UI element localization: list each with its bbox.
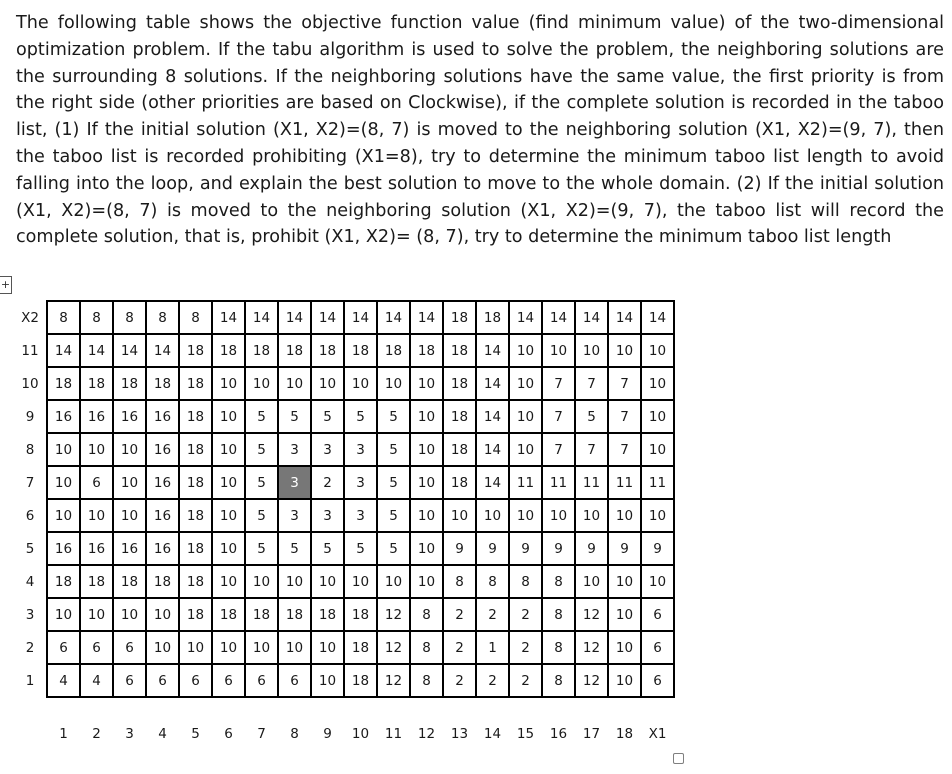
table-cell: 10 <box>608 334 641 367</box>
table-cell: 10 <box>410 565 443 598</box>
table-cell: 10 <box>278 631 311 664</box>
table-cell: 18 <box>278 334 311 367</box>
objective-value-table <box>14 300 675 698</box>
table-cell: 18 <box>443 466 476 499</box>
table-cell: 18 <box>344 664 377 697</box>
table-cell: 10 <box>575 334 608 367</box>
table-cell: 16 <box>146 466 179 499</box>
table-cell: 18 <box>179 334 212 367</box>
table-cell: 10 <box>212 631 245 664</box>
table-cell: 5 <box>245 532 278 565</box>
table-cell: 10 <box>245 565 278 598</box>
table-cell: 12 <box>377 664 410 697</box>
table-cell: 7 <box>575 367 608 400</box>
table-cell: 14 <box>377 301 410 334</box>
table-cell: 10 <box>47 433 80 466</box>
table-cell: 10 <box>311 664 344 697</box>
table-row <box>14 400 674 433</box>
table-row <box>14 301 674 334</box>
table-cell: 5 <box>245 466 278 499</box>
table-cell: 8 <box>476 565 509 598</box>
table-cell: 6 <box>146 664 179 697</box>
table-cell: 18 <box>80 367 113 400</box>
table-cell: 10 <box>509 400 542 433</box>
table-cell: 16 <box>146 532 179 565</box>
table-cell: 18 <box>47 565 80 598</box>
table-cell: 11 <box>608 466 641 499</box>
table-cell: 10 <box>377 367 410 400</box>
table-cell: 3 <box>278 433 311 466</box>
table-cell: 11 <box>641 466 674 499</box>
table-cell: 6 <box>212 664 245 697</box>
table-cell: 10 <box>113 433 146 466</box>
table-cell: 7 <box>575 433 608 466</box>
table-cell: 16 <box>113 400 146 433</box>
table-cell: 10 <box>542 499 575 532</box>
table-row <box>14 631 674 664</box>
table-cell: 10 <box>311 367 344 400</box>
table-row <box>14 664 674 697</box>
table-cell: 12 <box>377 631 410 664</box>
table-cell: 14 <box>476 466 509 499</box>
table-cell: 9 <box>608 532 641 565</box>
table-cell: 10 <box>410 466 443 499</box>
table-cell: 18 <box>344 598 377 631</box>
table-row <box>14 499 674 532</box>
table-cell: 10 <box>47 598 80 631</box>
table-cell: 10 <box>245 367 278 400</box>
x1-tick-label: 6 <box>224 726 233 742</box>
table-cell: 10 <box>212 532 245 565</box>
row-label: 4 <box>25 573 35 590</box>
table-cell: 3 <box>278 466 311 499</box>
table-cell: 8 <box>542 664 575 697</box>
table-cell: 14 <box>641 301 674 334</box>
table-cell: 10 <box>641 565 674 598</box>
table-cell: 14 <box>575 301 608 334</box>
table-cell: 10 <box>608 664 641 697</box>
table-cell: 8 <box>410 598 443 631</box>
table-cell: 18 <box>443 400 476 433</box>
table-cell: 10 <box>113 598 146 631</box>
table-cell: 8 <box>146 301 179 334</box>
table-cell: 14 <box>47 334 80 367</box>
x1-tick-label: 4 <box>158 726 167 742</box>
table-cell: 18 <box>443 301 476 334</box>
table-cell: 18 <box>212 334 245 367</box>
table-cell: 10 <box>641 334 674 367</box>
table-cell: 10 <box>377 565 410 598</box>
table-cell: 6 <box>641 598 674 631</box>
table-cell: 10 <box>410 499 443 532</box>
table-cell: 16 <box>146 400 179 433</box>
row-label: 8 <box>25 441 35 458</box>
table-cell: 10 <box>608 565 641 598</box>
table-cell: 14 <box>542 301 575 334</box>
checkbox[interactable] <box>673 753 684 764</box>
table-cell: 18 <box>146 367 179 400</box>
table-cell: 14 <box>146 334 179 367</box>
table-cell: 9 <box>509 532 542 565</box>
table-row <box>14 334 674 367</box>
table-row <box>14 598 674 631</box>
table-cell: 18 <box>245 334 278 367</box>
table-cell: 18 <box>146 565 179 598</box>
table-row <box>14 466 674 499</box>
table-cell: 2 <box>443 598 476 631</box>
table-row <box>14 367 674 400</box>
table-cell: 6 <box>113 664 146 697</box>
table-cell: 18 <box>47 367 80 400</box>
x1-tick-label: 17 <box>582 726 601 742</box>
table-cell: 14 <box>344 301 377 334</box>
table-cell: 8 <box>443 565 476 598</box>
table-cell: 10 <box>146 631 179 664</box>
table-cell: 14 <box>476 400 509 433</box>
x1-tick-label: 16 <box>549 726 568 742</box>
table-cell: 3 <box>344 499 377 532</box>
table-row <box>14 565 674 598</box>
table-cell: 18 <box>179 598 212 631</box>
table-cell: 18 <box>443 367 476 400</box>
table-cell: 12 <box>575 598 608 631</box>
table-cell: 10 <box>509 334 542 367</box>
table-cell: 5 <box>278 532 311 565</box>
table-cell: 10 <box>476 499 509 532</box>
table-cell: 11 <box>542 466 575 499</box>
table-cell: 5 <box>377 400 410 433</box>
row-label: 6 <box>25 507 35 524</box>
table-cell: 10 <box>80 598 113 631</box>
table-cell: 12 <box>575 631 608 664</box>
table-cell: 2 <box>311 466 344 499</box>
table-cell: 10 <box>410 532 443 565</box>
x1-tick-label: 2 <box>92 726 101 742</box>
table-cell: 10 <box>311 631 344 664</box>
table-cell: 10 <box>641 400 674 433</box>
table-cell: 10 <box>443 499 476 532</box>
table-cell: 18 <box>311 598 344 631</box>
table-cell: 10 <box>212 433 245 466</box>
row-label: 2 <box>25 639 35 656</box>
table-cell: 16 <box>47 532 80 565</box>
table-cell: 9 <box>443 532 476 565</box>
table-cell: 3 <box>344 466 377 499</box>
table-cell: 10 <box>509 499 542 532</box>
table-cell: 5 <box>377 499 410 532</box>
table-cell: 16 <box>146 499 179 532</box>
table-cell: 14 <box>245 301 278 334</box>
question-text: The following table shows the objective function value (find minimum value) of the two-dimensional optimization problem. If the tabu algorithm is used to solve the problem, the neighboring solutions are the surrounding 8 solutions. If the neighboring solutions have the same value, the first priority is from the right side (other priorities are based on Clockwise), if the complete solution is recorded in the taboo list, (1) If the initial solution (X1, X2)=(8, 7) is moved to the neighboring solution (X1, X2)=(9, 7), then the taboo list is recorded prohibiting (X1=8), try to determine the minimum taboo list length to avoid falling into the loop, and explain the best solution to move to the whole domain. (2) If the initial solution (X1, X2)=(8, 7) is moved to the neighboring solution (X1, X2)=(9, 7), the taboo list will record the complete solution, that is, prohibit (X1, X2)= (8, 7), try to determine the minimum taboo list length <box>16 13 944 248</box>
table-cell: 6 <box>47 631 80 664</box>
table-cell: 18 <box>245 598 278 631</box>
table-cell: 2 <box>509 598 542 631</box>
table-cell: 18 <box>179 466 212 499</box>
table-cell: 14 <box>113 334 146 367</box>
table-cell: 18 <box>179 400 212 433</box>
table-row <box>14 433 674 466</box>
table-cell: 9 <box>542 532 575 565</box>
table-cell: 8 <box>509 565 542 598</box>
table-cell: 5 <box>245 433 278 466</box>
table-cell: 2 <box>476 664 509 697</box>
x1-tick-label: 11 <box>384 726 403 742</box>
table-cell: 10 <box>146 598 179 631</box>
table-cell: 14 <box>608 301 641 334</box>
table-cell: 10 <box>344 367 377 400</box>
table-cell: 10 <box>344 565 377 598</box>
table-cell: 6 <box>641 664 674 697</box>
table-cell: 8 <box>542 598 575 631</box>
table-cell: 10 <box>212 499 245 532</box>
table-cell: 4 <box>47 664 80 697</box>
table-cell: 11 <box>509 466 542 499</box>
table-cell: 10 <box>47 499 80 532</box>
table-cell: 1 <box>476 631 509 664</box>
x1-tick-label: 5 <box>191 726 200 742</box>
row-label: 1 <box>25 672 35 689</box>
table-cell: 14 <box>476 367 509 400</box>
x1-tick-label: 15 <box>516 726 535 742</box>
x1-tick-label: 14 <box>483 726 502 742</box>
table-cell: 10 <box>212 466 245 499</box>
table-cell: 2 <box>476 598 509 631</box>
row-label: 3 <box>25 606 35 623</box>
table-cell: 3 <box>278 499 311 532</box>
table-move-handle-icon[interactable]: + <box>0 276 12 294</box>
table-cell: 10 <box>245 631 278 664</box>
table-cell: 5 <box>278 400 311 433</box>
table-cell: 12 <box>377 598 410 631</box>
table-cell: 18 <box>377 334 410 367</box>
table-cell: 7 <box>608 367 641 400</box>
table-cell: 14 <box>80 334 113 367</box>
table-cell: 3 <box>311 433 344 466</box>
table-cell: 10 <box>47 466 80 499</box>
table-cell: 3 <box>344 433 377 466</box>
table-cell: 10 <box>278 367 311 400</box>
table-cell: 10 <box>608 631 641 664</box>
table-cell: 2 <box>509 631 542 664</box>
table-cell: 10 <box>410 400 443 433</box>
table-cell: 5 <box>311 400 344 433</box>
table-cell: 10 <box>212 400 245 433</box>
table-cell: 18 <box>344 631 377 664</box>
table-cell: 16 <box>113 532 146 565</box>
table-cell: 8 <box>80 301 113 334</box>
table-cell: 7 <box>542 433 575 466</box>
x1-tick-label: 18 <box>615 726 634 742</box>
table-cell: 10 <box>608 499 641 532</box>
table-cell: 18 <box>344 334 377 367</box>
table-cell: 16 <box>80 532 113 565</box>
table-cell: 18 <box>212 598 245 631</box>
table-cell: 14 <box>509 301 542 334</box>
x1-tick-label: 10 <box>351 726 370 742</box>
table-cell: 8 <box>47 301 80 334</box>
table-cell: 18 <box>410 334 443 367</box>
table-cell: 5 <box>575 400 608 433</box>
table-cell: 3 <box>311 499 344 532</box>
table-cell: 8 <box>542 565 575 598</box>
table-cell: 7 <box>608 433 641 466</box>
table-cell: 4 <box>80 664 113 697</box>
table-cell: 6 <box>641 631 674 664</box>
table-cell: 18 <box>80 565 113 598</box>
table-cell: 10 <box>113 466 146 499</box>
table-cell: 10 <box>641 499 674 532</box>
table-cell: 10 <box>311 565 344 598</box>
table-cell: 5 <box>377 532 410 565</box>
table-cell: 5 <box>344 532 377 565</box>
table-cell: 18 <box>476 301 509 334</box>
table-cell: 10 <box>641 433 674 466</box>
x1-axis <box>14 726 674 742</box>
table-cell: 16 <box>146 433 179 466</box>
table-cell: 18 <box>179 433 212 466</box>
table-cell: 18 <box>311 334 344 367</box>
table-cell: 6 <box>113 631 146 664</box>
table-cell: 18 <box>113 565 146 598</box>
table-cell: 2 <box>509 664 542 697</box>
table-cell: 5 <box>377 466 410 499</box>
table-cell: 18 <box>179 367 212 400</box>
row-label: 11 <box>21 342 39 359</box>
table-cell: 8 <box>410 664 443 697</box>
table-cell: 6 <box>80 466 113 499</box>
x1-tick-label: 9 <box>323 726 332 742</box>
table-cell: 18 <box>278 598 311 631</box>
axis-spacer <box>14 726 47 742</box>
x1-tick-label: 7 <box>257 726 266 742</box>
x1-tick-label: 3 <box>125 726 134 742</box>
table-cell: 6 <box>80 631 113 664</box>
table-cell: 10 <box>608 598 641 631</box>
table-cell: 11 <box>575 466 608 499</box>
table-cell: 14 <box>476 334 509 367</box>
table-cell: 18 <box>443 334 476 367</box>
table-cell: 2 <box>443 631 476 664</box>
table-cell: 10 <box>179 631 212 664</box>
table-cell: 5 <box>245 400 278 433</box>
table-cell: 16 <box>80 400 113 433</box>
table-cell: 18 <box>179 499 212 532</box>
table-cell: 10 <box>80 499 113 532</box>
row-label: 7 <box>25 474 35 491</box>
table-cell: 6 <box>278 664 311 697</box>
table-cell: 5 <box>245 499 278 532</box>
table-cell: 5 <box>311 532 344 565</box>
row-label: X2 <box>21 309 39 326</box>
table-cell: 8 <box>113 301 146 334</box>
x1-tick-label: 1 <box>59 726 68 742</box>
table-cell: 14 <box>410 301 443 334</box>
table-cell: 10 <box>542 334 575 367</box>
table-cell: 10 <box>575 499 608 532</box>
table-cell: 10 <box>212 565 245 598</box>
table-cell: 8 <box>179 301 212 334</box>
table-cell: 6 <box>245 664 278 697</box>
table-cell: 7 <box>542 400 575 433</box>
table-cell: 10 <box>113 499 146 532</box>
table-cell: 7 <box>542 367 575 400</box>
table-cell: 9 <box>641 532 674 565</box>
table-cell: 18 <box>179 532 212 565</box>
table-cell: 8 <box>542 631 575 664</box>
table-cell: 14 <box>278 301 311 334</box>
row-label: 9 <box>25 408 35 425</box>
table-cell: 16 <box>47 400 80 433</box>
table-cell: 10 <box>410 433 443 466</box>
table-cell: 14 <box>311 301 344 334</box>
table-cell: 10 <box>509 433 542 466</box>
table-cell: 14 <box>212 301 245 334</box>
row-label: 10 <box>21 375 39 392</box>
table-row <box>14 532 674 565</box>
x1-tick-label: 13 <box>450 726 469 742</box>
table-cell: 14 <box>476 433 509 466</box>
table-cell: 5 <box>344 400 377 433</box>
table-cell: 7 <box>608 400 641 433</box>
table-cell: 8 <box>410 631 443 664</box>
x1-axis-label: X1 <box>648 726 667 742</box>
table-cell: 10 <box>278 565 311 598</box>
row-label: 5 <box>25 540 35 557</box>
table-cell: 18 <box>443 433 476 466</box>
table-cell: 18 <box>179 565 212 598</box>
table-cell: 5 <box>377 433 410 466</box>
table-cell: 10 <box>641 367 674 400</box>
table-cell: 2 <box>443 664 476 697</box>
table-cell: 10 <box>509 367 542 400</box>
table-cell: 18 <box>113 367 146 400</box>
table-cell: 10 <box>575 565 608 598</box>
table-cell: 12 <box>575 664 608 697</box>
x1-tick-label: 8 <box>290 726 299 742</box>
table-cell: 9 <box>476 532 509 565</box>
table-cell: 9 <box>575 532 608 565</box>
table-cell: 10 <box>212 367 245 400</box>
x1-tick-label: 12 <box>417 726 436 742</box>
table-cell: 10 <box>410 367 443 400</box>
table-cell: 10 <box>80 433 113 466</box>
table-cell: 6 <box>179 664 212 697</box>
